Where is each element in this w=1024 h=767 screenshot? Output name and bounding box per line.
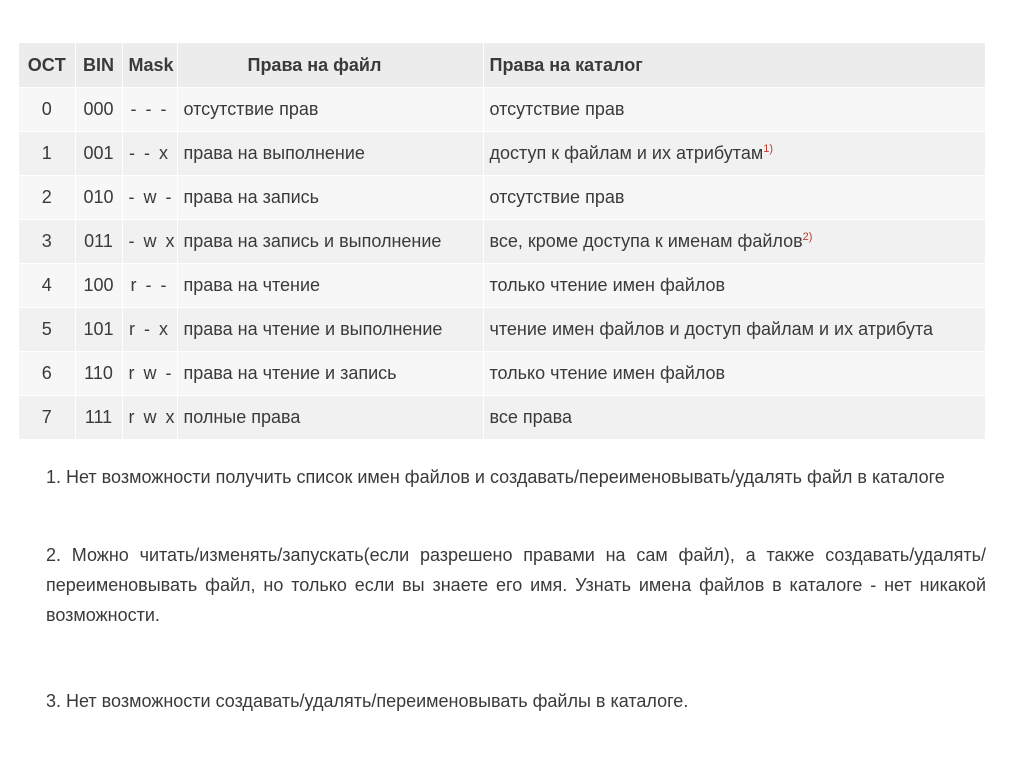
cell-oct — [19, 132, 75, 176]
cell-file-rights-text: права на запись и выполнение — [183, 231, 442, 251]
footnote-marker: 1) — [763, 143, 774, 155]
cell-dir-rights — [483, 132, 985, 176]
cell-bin-text: 110 — [84, 363, 113, 383]
table-row — [19, 264, 985, 308]
cell-bin-text: 010 — [83, 187, 114, 207]
cell-bin — [75, 352, 122, 396]
cell-mask-text: r w - — [128, 363, 174, 383]
footnote-marker: 2) — [802, 231, 813, 243]
cell-file-rights — [177, 352, 483, 396]
cell-bin-text: 111 — [84, 407, 113, 427]
cell-oct — [19, 308, 75, 352]
cell-oct-text: 2 — [41, 187, 52, 207]
cell-file-rights-text: права на запись — [183, 187, 320, 207]
cell-mask — [122, 352, 177, 396]
table-row — [19, 132, 985, 176]
cell-bin — [75, 396, 122, 440]
cell-dir-rights — [483, 308, 985, 352]
cell-dir-rights — [483, 352, 985, 396]
cell-dir-rights-text: только чтение имен файлов — [489, 275, 726, 295]
cell-mask — [122, 396, 177, 440]
permissions-table-container — [19, 43, 985, 441]
cell-file-rights-text: права на чтение — [183, 275, 321, 295]
cell-bin-text: 001 — [83, 143, 114, 163]
cell-oct — [19, 176, 75, 220]
cell-mask-text: - - x — [129, 143, 170, 163]
cell-mask — [122, 264, 177, 308]
cell-dir-rights — [483, 220, 985, 264]
table-row — [19, 220, 985, 264]
cell-file-rights-text: отсутствие прав — [183, 99, 319, 119]
cell-mask — [122, 308, 177, 352]
cell-dir-rights-text: только чтение имен файлов — [489, 363, 726, 383]
cell-mask-text: - - - — [130, 99, 169, 119]
table-row — [19, 396, 985, 440]
cell-file-rights — [177, 88, 483, 132]
cell-bin-text: 000 — [83, 99, 114, 119]
cell-mask — [122, 176, 177, 220]
cell-oct-text: 7 — [41, 407, 52, 427]
table-row — [19, 308, 985, 352]
cell-dir-rights-text: отсутствие прав — [489, 99, 625, 119]
cell-bin — [75, 308, 122, 352]
table-header-row — [19, 43, 985, 88]
cell-oct-text: 4 — [41, 275, 52, 295]
header-oct: OCT — [19, 43, 75, 88]
cell-oct-text: 5 — [41, 319, 52, 339]
cell-dir-rights — [483, 396, 985, 440]
header-mask: Mask — [122, 43, 177, 88]
footnote-2: 2. Можно читать/изменять/запускать(если разрешено правами на сам файл), а также создавать/удалять/переименовывать файл, но только если вы знаете его имя. Узнать имена файлов в каталоге - нет никакой возможности. — [46, 545, 986, 625]
cell-bin — [75, 220, 122, 264]
cell-bin — [75, 132, 122, 176]
cell-oct — [19, 220, 75, 264]
cell-oct-text: 0 — [41, 99, 52, 119]
cell-file-rights — [177, 220, 483, 264]
header-file-rights: Права на файл — [177, 43, 483, 88]
table-row — [19, 352, 985, 396]
cell-dir-rights-text: чтение имен файлов и доступ файлам и их атрибута — [489, 319, 934, 339]
cell-mask-text: r - - — [130, 275, 169, 295]
cell-file-rights-text: права на выполнение — [183, 143, 365, 163]
cell-mask — [122, 220, 177, 264]
cell-dir-rights-text: все, кроме доступа к именам файлов — [489, 231, 803, 251]
cell-mask-text: - w - — [128, 187, 174, 207]
cell-dir-rights — [483, 88, 985, 132]
cell-file-rights — [177, 132, 483, 176]
cell-file-rights-text: права на чтение и запись — [183, 363, 397, 383]
cell-oct — [19, 352, 75, 396]
cell-oct-text: 1 — [41, 143, 52, 163]
cell-dir-rights-text: все права — [489, 407, 573, 427]
cell-file-rights — [177, 176, 483, 220]
permissions-table — [19, 43, 985, 439]
cell-mask — [122, 132, 177, 176]
cell-oct — [19, 264, 75, 308]
footnote-1: 1. Нет возможности получить список имен файлов и создавать/переименовывать/удалять файл в каталоге — [46, 467, 945, 487]
cell-file-rights — [177, 264, 483, 308]
cell-dir-rights — [483, 176, 985, 220]
cell-file-rights — [177, 396, 483, 440]
cell-mask-text: r w x — [128, 407, 177, 427]
cell-bin — [75, 88, 122, 132]
cell-oct-text: 3 — [41, 231, 52, 251]
cell-oct — [19, 88, 75, 132]
cell-bin — [75, 264, 122, 308]
header-bin: BIN — [75, 43, 122, 88]
cell-file-rights-text: полные права — [183, 407, 301, 427]
cell-bin-text: 101 — [83, 319, 114, 339]
cell-bin-text: 011 — [84, 231, 113, 251]
cell-dir-rights — [483, 264, 985, 308]
header-dir-rights: Права на каталог — [483, 43, 985, 88]
cell-oct-text: 6 — [41, 363, 52, 383]
cell-mask-text: - w x — [128, 231, 177, 251]
cell-bin-text: 100 — [83, 275, 114, 295]
table-row — [19, 176, 985, 220]
table-row — [19, 88, 985, 132]
cell-bin — [75, 176, 122, 220]
cell-dir-rights-text: отсутствие прав — [489, 187, 625, 207]
cell-file-rights-text: права на чтение и выполнение — [183, 319, 443, 339]
cell-dir-rights-text: доступ к файлам и их атрибутам — [489, 143, 764, 163]
cell-mask — [122, 88, 177, 132]
cell-mask-text: r - x — [129, 319, 170, 339]
footnote-3: 3. Нет возможности создавать/удалять/переименовывать файлы в каталоге. — [46, 691, 689, 711]
cell-file-rights — [177, 308, 483, 352]
cell-oct — [19, 396, 75, 440]
